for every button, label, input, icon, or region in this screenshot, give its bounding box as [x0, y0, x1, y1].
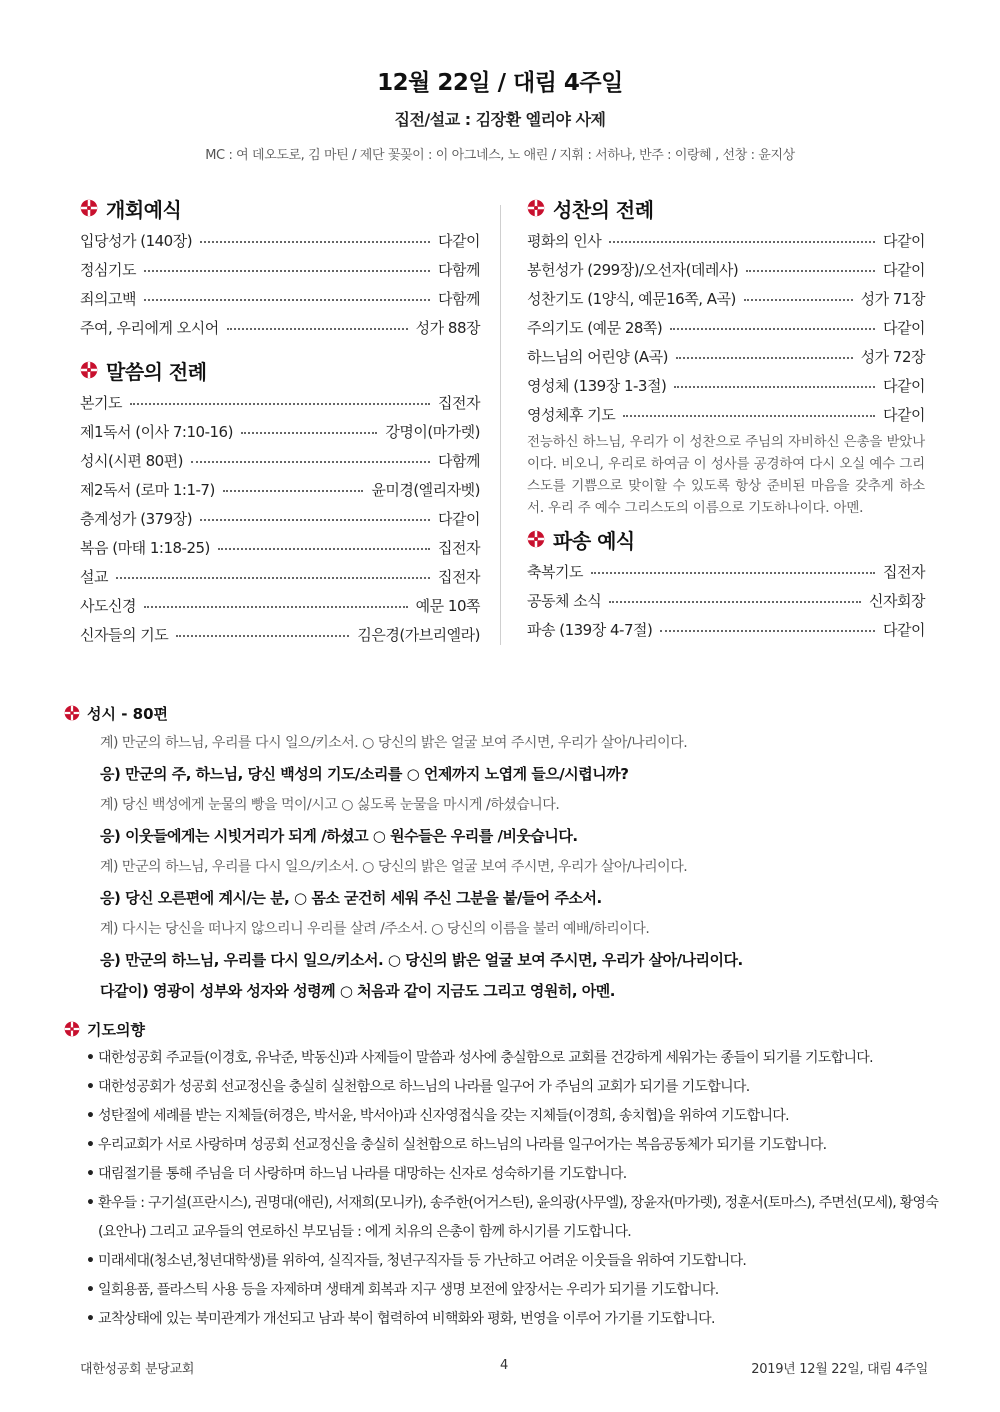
- order-item: [80, 504, 480, 533]
- intention-text: 대한성공회가 성공회 선교정신을 충실히 실천함으로 하느님의 나라를 일구어 가 주님의 교회가 되기를 기도합니다.: [98, 1079, 750, 1095]
- dot-leader: [744, 299, 853, 301]
- bullet-icon: •: [86, 1050, 95, 1066]
- dot-leader: [130, 403, 430, 405]
- intention-text: 교착상태에 있는 북미관계가 개선되고 남과 북이 협력하여 비핵화와 평화, 번영을 이루어 가기를 기도합니다.: [98, 1311, 715, 1327]
- order-item: [80, 417, 480, 446]
- intention-item: [64, 1073, 944, 1102]
- section-eucharist-title: [527, 190, 925, 226]
- order-item-label: 하느님의 어린양 (A곡): [527, 348, 668, 366]
- psalm-response-line: 응) 만군의 하느님, 우리를 다시 일으/키소서. ○ 당신의 밝은 얼굴 보여 주시면, 우리가 살아/나리이다.: [100, 951, 743, 969]
- red-cross-icon: [80, 199, 98, 217]
- column-divider: [500, 205, 501, 645]
- order-item: [527, 371, 925, 400]
- intention-item: [64, 1102, 944, 1131]
- psalm-response-line: 다같이) 영광이 성부와 성자와 성령께 ○ 처음과 같이 지금도 그리고 영원히, 아멘.: [100, 982, 615, 1000]
- section-title-text: 개회예식: [106, 197, 182, 222]
- bullet-icon: •: [86, 1282, 95, 1298]
- left-column: [80, 190, 480, 649]
- intention-item: [64, 1131, 944, 1160]
- intention-text: 환우들 : 구기설(프란시스), 권명대(애린), 서재희(모니카), 송주한(어거스틴), 윤의광(사무엘), 장윤자(마가렛), 정훈서(토마스), 주면선(모세), 황영숙(요안나) 그리고 교우들의 연로하신 부모님들 : 에게 치유의 은총이 함께 하시기를 기도합니다.: [98, 1195, 939, 1240]
- dot-leader: [660, 630, 875, 632]
- dot-leader: [670, 328, 875, 330]
- bullet-icon: •: [86, 1108, 95, 1124]
- dot-leader: [674, 386, 875, 388]
- order-item-label: 평화의 인사: [527, 232, 602, 250]
- post-communion-prayer: 전능하신 하느님, 우리가 이 성찬으로 주님의 자비하신 은총을 받았나이다. 비오니, 우리로 하여금 이 성사를 공경하여 다시 오실 예수 그리스도를 기쁨으로 맞이할 수 있도록 항상 준비된 마음을 갖추게 하소서. 우리 주 예수 그리스도의 이름으로 기도하나이다. 아멘.: [527, 434, 925, 516]
- intention-item: [64, 1247, 944, 1276]
- dot-leader: [144, 606, 408, 608]
- order-item-value: 집전자: [438, 539, 480, 557]
- intention-item: [64, 1189, 944, 1247]
- order-item-label: 본기도: [80, 394, 122, 412]
- intention-text: 미래세대(청소년,청년대학생)를 위하여, 실직자들, 청년구직자들 등 가난하고 어려운 이웃들을 위하여 기도합니다.: [98, 1253, 747, 1269]
- order-item-value: 신자회장: [869, 592, 925, 610]
- red-cross-icon: [527, 530, 545, 548]
- officiant-line: 집전/설교 : 김장환 엘리야 사제: [394, 110, 606, 129]
- psalm-response-line: 응) 이웃들에게는 시빗거리가 되게 /하셨고 ○ 원수들은 우리를 /비웃습니다.: [100, 827, 578, 845]
- order-item-label: 사도신경: [80, 597, 136, 615]
- page-title: 12월 22일 / 대림 4주일: [377, 70, 623, 96]
- order-item: [527, 255, 925, 284]
- bullet-icon: •: [86, 1311, 95, 1327]
- dot-leader: [227, 328, 408, 330]
- order-item-value: 다같이: [883, 377, 925, 395]
- order-item-label: 죄의고백: [80, 290, 136, 308]
- eucharist-order-list: [527, 226, 925, 429]
- order-item-value: 다함께: [438, 290, 480, 308]
- order-item: [80, 591, 480, 620]
- dot-leader: [609, 601, 861, 603]
- dot-leader: [676, 357, 853, 359]
- order-item: [527, 313, 925, 342]
- order-item: [527, 284, 925, 313]
- order-item-label: 파송 (139장 4-7절): [527, 621, 653, 639]
- intention-item: [64, 1160, 944, 1189]
- order-item: [80, 446, 480, 475]
- order-item-label: 성찬기도 (1양식, 예문16쪽, A곡): [527, 290, 736, 308]
- order-item-value: 성가 88장: [415, 319, 480, 337]
- intention-item: [64, 1044, 944, 1073]
- order-item: [80, 284, 480, 313]
- order-item-label: 층계성가 (379장): [80, 510, 193, 528]
- psalm-section: [64, 700, 944, 1007]
- order-item: [80, 388, 480, 417]
- order-item: [527, 557, 925, 586]
- order-item-value: 윤미경(엘리자벳): [371, 481, 480, 499]
- bullet-icon: •: [86, 1253, 95, 1269]
- order-item-label: 설교: [80, 568, 108, 586]
- psalm-response-line: 응) 만군의 주, 하느님, 당신 백성의 기도/소리를 ○ 언제까지 노엽게 들으/시렵니까?: [100, 765, 629, 783]
- psalm-title-text: 성시 - 80편: [87, 704, 169, 723]
- order-item-label: 제2독서 (로마 1:1-7): [80, 481, 215, 499]
- intention-item: [64, 1305, 944, 1334]
- order-item-value: 성가 71장: [860, 290, 925, 308]
- order-item-label: 복음 (마태 1:18-25): [80, 539, 210, 557]
- red-cross-icon: [80, 361, 98, 379]
- section-opening-title: [80, 190, 480, 226]
- order-item-value: 다같이: [438, 232, 480, 250]
- right-column: [527, 190, 925, 644]
- red-cross-icon: [64, 1021, 80, 1037]
- order-item-label: 영성체후 기도: [527, 406, 616, 424]
- order-item: [80, 533, 480, 562]
- intentions-title: [64, 1016, 944, 1042]
- order-item-label: 공동체 소식: [527, 592, 602, 610]
- intention-text: 대한성공회 주교들(이경호, 유낙준, 박동신)과 사제들이 말씀과 성사에 충실함으로 교회를 건강하게 세워가는 종들이 되기를 기도합니다.: [98, 1050, 873, 1066]
- intention-item: [64, 1276, 944, 1305]
- dismissal-order-list: [527, 557, 925, 644]
- dot-leader: [116, 577, 430, 579]
- psalm-verse-line: 계) 다시는 당신을 떠나지 않으리니 우리를 살려 /주소서. ○ 당신의 이름을 불러 예배/하리이다.: [100, 921, 650, 937]
- order-item: [527, 226, 925, 255]
- dot-leader: [223, 490, 364, 492]
- intentions-title-text: 기도의향: [87, 1020, 145, 1039]
- section-title-text: 성찬의 전례: [553, 197, 654, 222]
- order-item-label: 주여, 우리에게 오시어: [80, 319, 219, 337]
- intentions-list: [64, 1044, 944, 1334]
- order-item: [80, 255, 480, 284]
- order-item: [80, 620, 480, 649]
- order-item: [80, 562, 480, 591]
- bullet-icon: •: [86, 1079, 95, 1095]
- red-cross-icon: [527, 199, 545, 217]
- order-item-value: 집전자: [438, 568, 480, 586]
- dot-leader: [609, 241, 875, 243]
- red-cross-icon: [64, 705, 80, 721]
- footer-date: 2019년 12월 22일, 대림 4주일: [751, 1362, 928, 1377]
- order-item: [80, 313, 480, 342]
- dot-leader: [623, 415, 875, 417]
- order-item-value: 김은경(가브리엘라): [357, 626, 480, 644]
- prayer-intentions-section: [64, 1016, 944, 1334]
- section-title-text: 파송 예식: [553, 528, 635, 553]
- order-item-value: 다같이: [883, 319, 925, 337]
- dot-leader: [746, 270, 875, 272]
- order-item: [527, 615, 925, 644]
- section-dismissal-title: [527, 521, 925, 557]
- dot-leader: [218, 548, 430, 550]
- intention-text: 성탄절에 세례를 받는 지체들(허경은, 박서윤, 박서아)과 신자영접식을 갖는 지체들(이경희, 송치협)을 위하여 기도합니다.: [98, 1108, 789, 1124]
- dot-leader: [176, 635, 349, 637]
- bullet-icon: •: [86, 1137, 95, 1153]
- order-item-label: 봉헌성가 (299장)/오선자(데레사): [527, 261, 739, 279]
- ministry-roles-line: MC : 여 데오도로, 김 마틴 / 제단 꽃꽂이 : 이 아그네스, 노 애린 / 지휘 : 서하나, 반주 : 이랑혜 , 선창 : 윤지상: [205, 148, 795, 163]
- order-item: [527, 400, 925, 429]
- bullet-icon: •: [86, 1166, 95, 1182]
- order-item-value: 다같이: [438, 510, 480, 528]
- order-item-value: 집전자: [438, 394, 480, 412]
- order-item-label: 영성체 (139장 1-3절): [527, 377, 667, 395]
- section-word-title: [80, 352, 480, 388]
- order-item-value: 다함께: [438, 261, 480, 279]
- dot-leader: [241, 432, 377, 434]
- order-item-label: 제1독서 (이사 7:10-16): [80, 423, 233, 441]
- order-item: [80, 475, 480, 504]
- intention-text: 우리교회가 서로 사랑하며 성공회 선교정신을 충실히 실천함으로 하느님의 나라를 일구어가는 복음공동체가 되기를 기도합니다.: [98, 1137, 827, 1153]
- order-item-label: 주의기도 (예문 28쪽): [527, 319, 663, 337]
- order-item-label: 신자들의 기도: [80, 626, 169, 644]
- order-item-label: 입당성가 (140장): [80, 232, 193, 250]
- intention-text: 일회용품, 플라스틱 사용 등을 자제하며 생태계 회복과 지구 생명 보전에 앞장서는 우리가 되기를 기도합니다.: [98, 1282, 719, 1298]
- dot-leader: [200, 519, 430, 521]
- bullet-icon: •: [86, 1195, 95, 1211]
- psalm-title: [64, 700, 944, 726]
- order-item-value: 다같이: [883, 232, 925, 250]
- dot-leader: [144, 270, 430, 272]
- psalm-verse-line: 계) 만군의 하느님, 우리를 다시 일으/키소서. ○ 당신의 밝은 얼굴 보여 주시면, 우리가 살아/나리이다.: [100, 735, 688, 751]
- psalm-verse-line: 계) 만군의 하느님, 우리를 다시 일으/키소서. ○ 당신의 밝은 얼굴 보여 주시면, 우리가 살아/나리이다.: [100, 859, 688, 875]
- footer-church-name: 대한성공회 분당교회: [80, 1362, 195, 1377]
- order-item-label: 성시(시편 80편): [80, 452, 184, 470]
- footer-page-number: 4: [500, 1358, 508, 1373]
- order-item-value: 성가 72장: [860, 348, 925, 366]
- order-item-value: 다함께: [438, 452, 480, 470]
- opening-order-list: [80, 226, 480, 342]
- dot-leader: [591, 572, 875, 574]
- intention-text: 대림절기를 통해 주님을 더 사랑하며 하느님 나라를 대망하는 신자로 성숙하기를 기도합니다.: [98, 1166, 627, 1182]
- dot-leader: [144, 299, 430, 301]
- order-item-label: 축복기도: [527, 563, 583, 581]
- page-header: [0, 64, 1000, 163]
- order-item: [527, 342, 925, 371]
- dot-leader: [191, 461, 430, 463]
- psalm-verse-line: 계) 당신 백성에게 눈물의 빵을 먹이/시고 ○ 싫도록 눈물을 마시게 /하셨습니다.: [100, 797, 560, 813]
- order-item: [80, 226, 480, 255]
- order-item-value: 강명이(마가렛): [385, 423, 480, 441]
- word-order-list: [80, 388, 480, 649]
- order-item-value: 다같이: [883, 406, 925, 424]
- order-item-value: 다같이: [883, 261, 925, 279]
- dot-leader: [200, 241, 430, 243]
- order-item-value: 다같이: [883, 621, 925, 639]
- order-item-value: 예문 10쪽: [415, 597, 480, 615]
- order-item-label: 정심기도: [80, 261, 136, 279]
- order-item-value: 집전자: [883, 563, 925, 581]
- psalm-lines: [64, 728, 944, 1007]
- psalm-response-line: 응) 당신 오른편에 계시/는 분, ○ 몸소 굳건히 세워 주신 그분을 붙/들어 주소서.: [100, 889, 602, 907]
- section-title-text: 말씀의 전례: [106, 359, 207, 384]
- order-item: [527, 586, 925, 615]
